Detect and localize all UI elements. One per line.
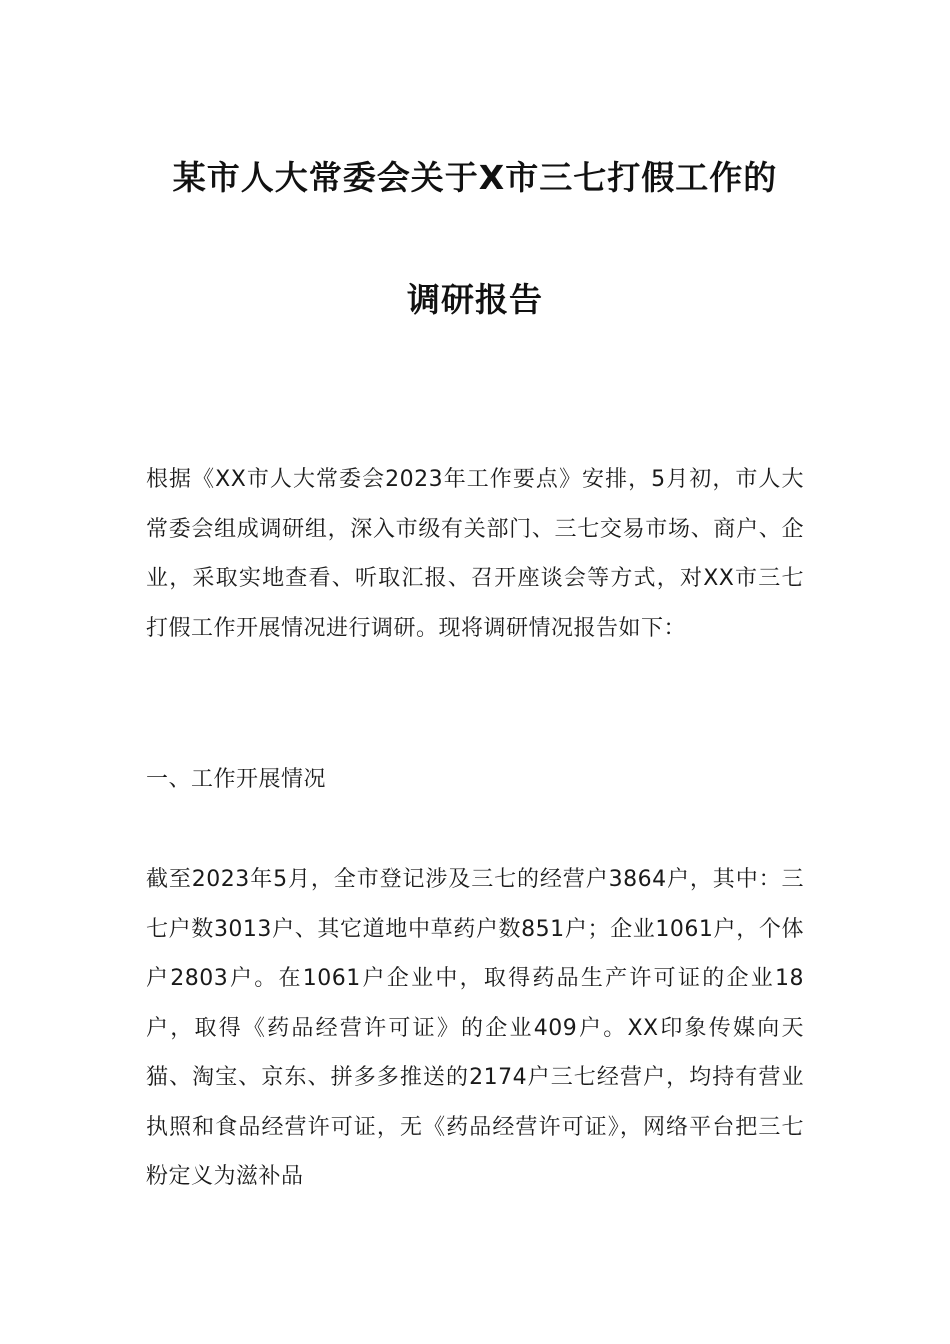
- section-heading: 一、工作开展情况: [146, 767, 327, 792]
- section-paragraph: 截至2023年5月，全市登记涉及三七的经营户3864户，其中：三七户数3013户、其它道地中草药户数851户；企业1061户，个体户2803户。在1061户企业中，取得药品生产许可证的企业18户，取得《药品经营许可证》的企业409户。XX印象传媒向天猫、淘宝、京东、拼多多推送的2174户三七经营户，均持有营业执照和食品经营许可证，无《药品经营许可证》，网络平台把三七粉定义为滋补品: [146, 867, 804, 1189]
- intro-paragraph: 根据《XX市人大常委会2023年工作要点》安排，5月初，市人大常委会组成调研组，深入市级有关部门、三七交易市场、商户、企业，采取实地查看、听取汇报、召开座谈会等方式，对XX市三七打假工作开展情况进行调研。现将调研情况报告如下：: [146, 467, 804, 641]
- document-title-line-1: 某市人大常委会关于X市三七打假工作的: [172, 158, 778, 197]
- document-title-line-2: 调研报告: [407, 280, 543, 319]
